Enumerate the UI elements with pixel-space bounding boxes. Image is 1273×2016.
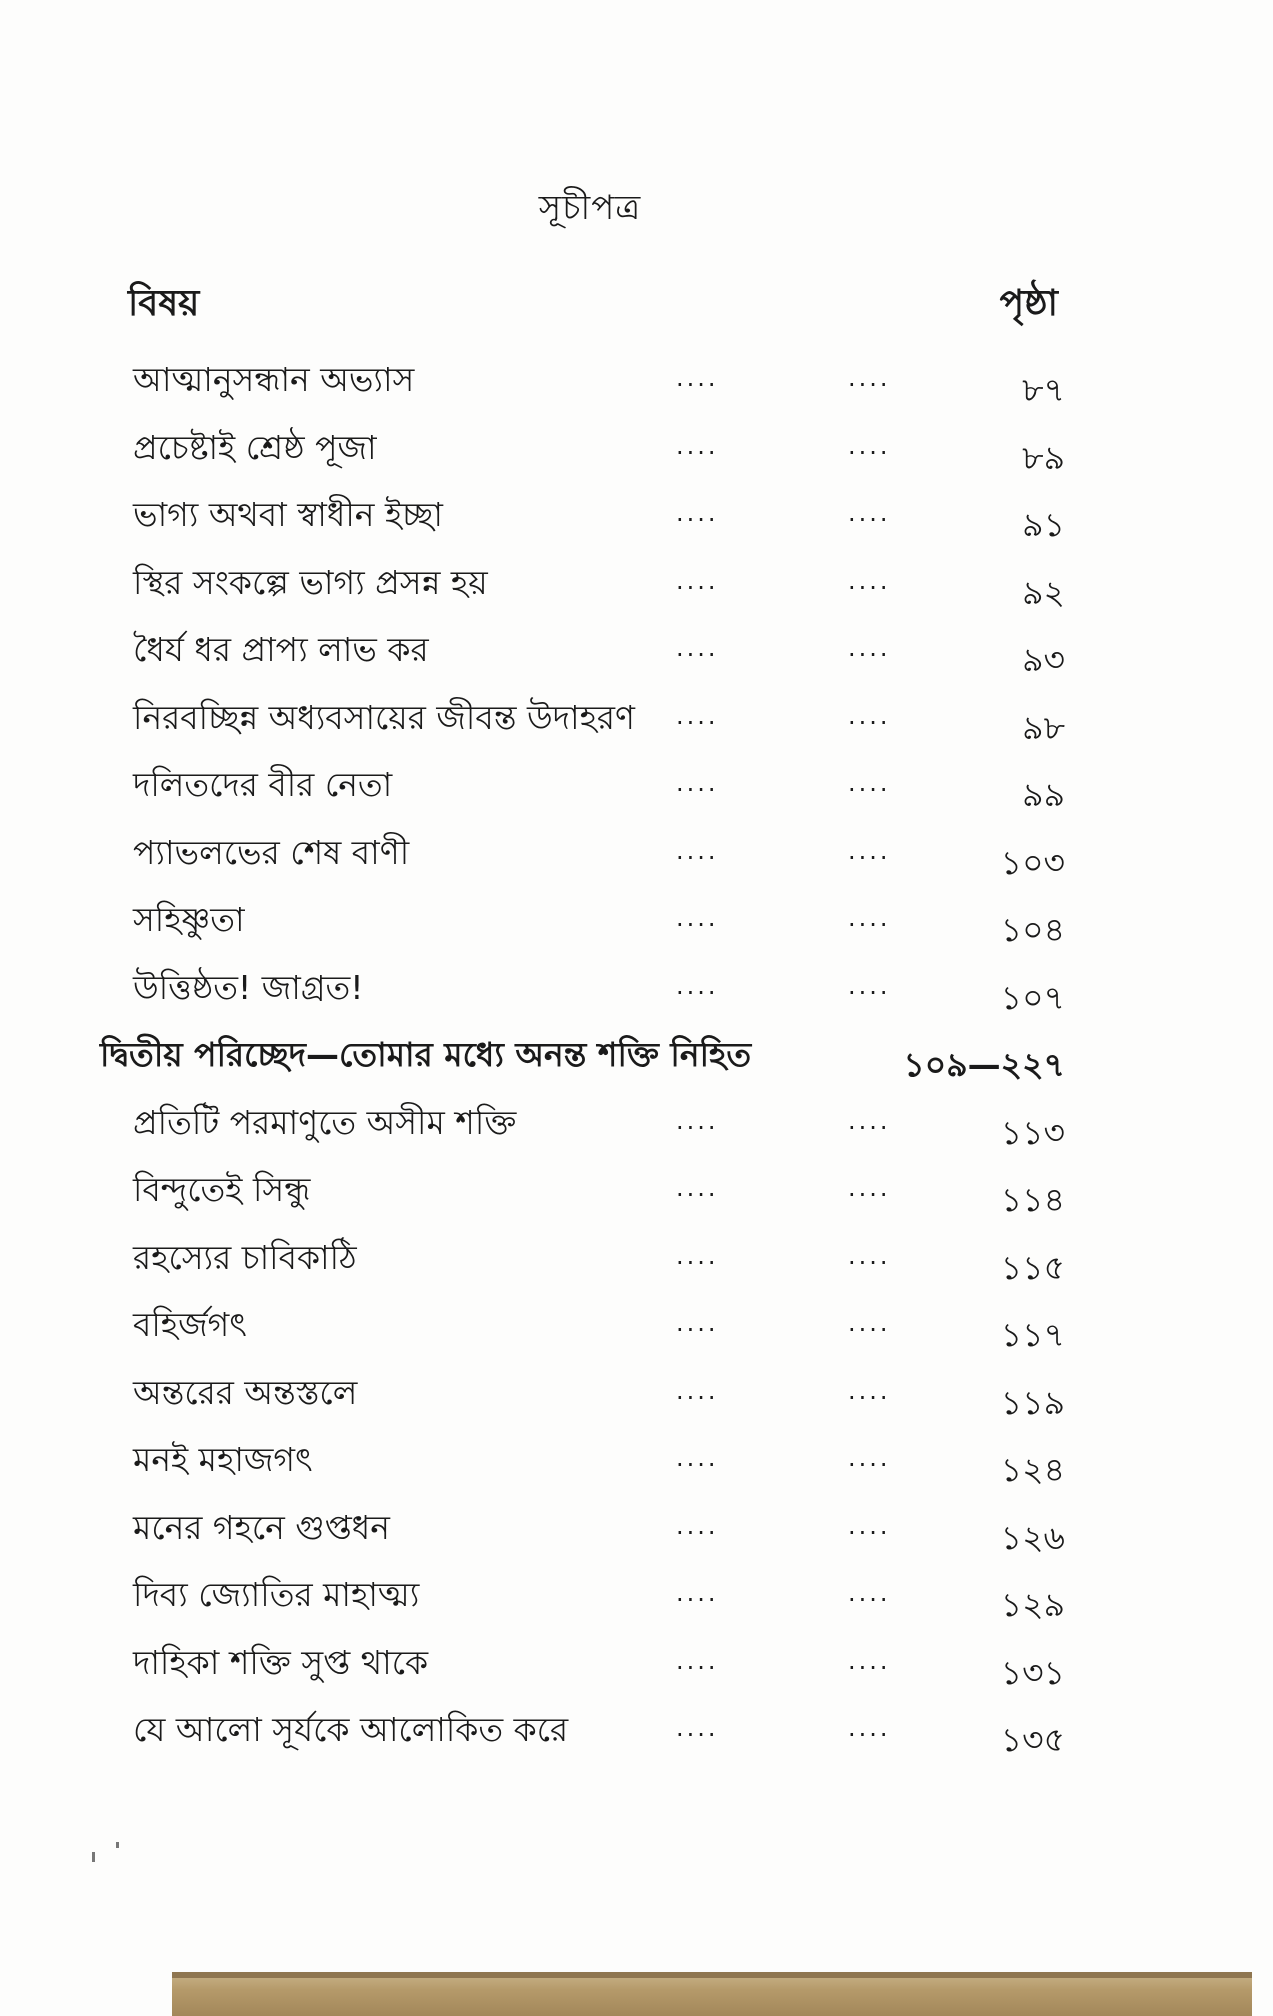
toc-entry xyxy=(0,958,1273,1026)
leader-dots: .... xyxy=(848,769,891,797)
page-title: সূচীপত্র xyxy=(538,188,642,228)
subject-column-label: বিষয় xyxy=(128,283,200,324)
entry-title: ভাগ্য অথবা স্বাধীন ইচ্ছা xyxy=(133,495,443,534)
toc-header xyxy=(128,276,1058,326)
entry-page-number: ৯২ xyxy=(1022,572,1065,612)
entry-title: দাহিকা শক্তি সুপ্ত থাকে xyxy=(133,1642,429,1682)
toc-entry xyxy=(0,1700,1273,1768)
leader-dots: .... xyxy=(676,701,719,730)
leader-dots: .... xyxy=(848,634,891,662)
leader-dots: .... xyxy=(848,1309,891,1337)
page-column-label: পৃষ্ঠা xyxy=(999,283,1058,324)
leader-dots: .... xyxy=(676,1376,719,1405)
entry-page-number: ৮৭ xyxy=(1022,370,1065,409)
leader-dots: .... xyxy=(676,1714,719,1742)
entry-title: ধৈর্য ধর প্রাপ্য লাভ কর xyxy=(133,630,429,669)
entry-title: রহস্যের চাবিকাঠি xyxy=(133,1237,357,1277)
entry-page-number: ১১৩ xyxy=(1000,1112,1065,1152)
leader-dots: .... xyxy=(676,1646,719,1675)
entry-page-number: ১০৩ xyxy=(1000,842,1065,882)
entry-title: যে আলো সূর্যকে আলোকিত করে xyxy=(133,1710,569,1749)
toc-entry xyxy=(0,1430,1273,1498)
leader-dots: .... xyxy=(848,836,891,865)
leader-dots: .... xyxy=(676,1174,719,1202)
leader-dots: .... xyxy=(676,1511,719,1540)
entry-title: বিন্দুতেই সিন্ধু xyxy=(133,1170,311,1209)
entry-page-number: ১১৯ xyxy=(1000,1382,1065,1422)
leader-dots: .... xyxy=(848,701,891,730)
entry-title: প্রচেষ্টাই শ্রেষ্ঠ পূজা xyxy=(133,427,377,467)
toc-entry xyxy=(0,890,1273,958)
entry-page-number: ১২৬ xyxy=(1000,1517,1065,1557)
leader-dots: .... xyxy=(848,566,891,595)
leader-dots: .... xyxy=(848,1241,891,1270)
section-page-range: ১০৯—২২৭ xyxy=(903,1045,1065,1084)
entry-title: অন্তরের অন্তস্তলে xyxy=(133,1372,358,1412)
entry-page-number: ৯৮ xyxy=(1022,707,1065,747)
toc-entry xyxy=(0,755,1273,823)
entry-page-number: ১৩১ xyxy=(1000,1652,1065,1692)
entry-page-number: ৯৩ xyxy=(1022,640,1065,679)
entry-title: সহিষ্ণুতা xyxy=(133,900,245,939)
toc-entry xyxy=(0,1160,1273,1228)
leader-dots: .... xyxy=(676,836,719,865)
page-edge-border xyxy=(172,1972,1252,1978)
toc-entry xyxy=(0,1565,1273,1633)
leader-dots: .... xyxy=(848,364,891,392)
entry-title: দলিতদের বীর নেতা xyxy=(133,765,393,804)
leader-dots: .... xyxy=(676,364,719,392)
toc-entry xyxy=(0,1093,1273,1161)
entry-page-number: ১০৪ xyxy=(1000,910,1065,949)
entry-page-number: ১১৫ xyxy=(1000,1247,1065,1287)
toc-entry xyxy=(0,823,1273,891)
entry-page-number: ১১৪ xyxy=(1000,1180,1065,1219)
toc-entry xyxy=(0,620,1273,688)
leader-dots: .... xyxy=(676,634,719,662)
section-title: দ্বিতীয় পরিচ্ছেদ—তোমার মধ্যে অনন্ত শক্তি নিহিত xyxy=(100,1035,752,1074)
leader-dots: .... xyxy=(848,1376,891,1405)
entry-page-number: ৯৯ xyxy=(1022,775,1065,814)
entry-page-number: ৮৯ xyxy=(1022,437,1065,477)
toc-entry xyxy=(0,1295,1273,1363)
page-speck xyxy=(116,1842,119,1848)
entry-title: উত্তিষ্ঠত! জাগ্রত! xyxy=(133,967,364,1007)
leader-dots: .... xyxy=(676,566,719,595)
leader-dots: .... xyxy=(848,1579,891,1607)
entry-page-number: ১২৯ xyxy=(1000,1585,1065,1624)
toc-entry xyxy=(0,688,1273,756)
entry-title: প্যাভলভের শেষ বাণী xyxy=(133,832,410,872)
leader-dots: .... xyxy=(848,499,891,527)
toc-entry xyxy=(0,1633,1273,1701)
leader-dots: .... xyxy=(676,1106,719,1135)
leader-dots: .... xyxy=(848,431,891,460)
leader-dots: .... xyxy=(848,1444,891,1472)
toc-entry xyxy=(0,1363,1273,1431)
entry-title: স্থির সংকল্পে ভাগ্য প্রসন্ন হয় xyxy=(133,562,488,602)
leader-dots: .... xyxy=(848,1714,891,1742)
leader-dots: .... xyxy=(848,1174,891,1202)
leader-dots: .... xyxy=(676,1579,719,1607)
toc-entry xyxy=(0,553,1273,621)
toc-entry xyxy=(0,418,1273,486)
section-heading xyxy=(0,1025,1273,1093)
entry-page-number: ১০৭ xyxy=(1000,977,1065,1017)
leader-dots: .... xyxy=(676,769,719,797)
leader-dots: .... xyxy=(676,431,719,460)
leader-dots: .... xyxy=(848,904,891,932)
entry-title: বহির্জগৎ xyxy=(133,1305,247,1344)
leader-dots: .... xyxy=(848,1511,891,1540)
leader-dots: .... xyxy=(848,1106,891,1135)
entry-title: দিব্য জ্যোতির মাহাত্ম্য xyxy=(133,1575,420,1614)
leader-dots: .... xyxy=(676,499,719,527)
entry-page-number: ৯১ xyxy=(1022,505,1065,544)
entry-page-number: ১১৭ xyxy=(1000,1315,1065,1354)
entry-page-number: ১২৪ xyxy=(1000,1450,1065,1489)
leader-dots: .... xyxy=(676,1241,719,1270)
table-of-contents xyxy=(0,350,1273,1768)
leader-dots: .... xyxy=(676,1309,719,1337)
entry-title: মনই মহাজগৎ xyxy=(133,1440,313,1479)
toc-entry xyxy=(0,1498,1273,1566)
toc-entry xyxy=(0,1228,1273,1296)
page-speck xyxy=(92,1852,95,1862)
leader-dots: .... xyxy=(676,1444,719,1472)
toc-entry xyxy=(0,350,1273,418)
leader-dots: .... xyxy=(848,971,891,1000)
entry-title: মনের গহনে গুপ্তধন xyxy=(133,1507,390,1547)
leader-dots: .... xyxy=(676,904,719,932)
entry-title: নিরবচ্ছিন্ন অধ্যবসায়ের জীবন্ত উদাহরণ xyxy=(133,697,636,737)
toc-entry xyxy=(0,485,1273,553)
leader-dots: .... xyxy=(676,971,719,1000)
entry-title: প্রতিটি পরমাণুতে অসীম শক্তি xyxy=(133,1102,517,1142)
entry-title: আত্মানুসন্ধান অভ্যাস xyxy=(133,360,415,399)
leader-dots: .... xyxy=(848,1646,891,1675)
page-edge-strip xyxy=(172,1972,1252,2016)
entry-page-number: ১৩৫ xyxy=(1000,1720,1065,1759)
